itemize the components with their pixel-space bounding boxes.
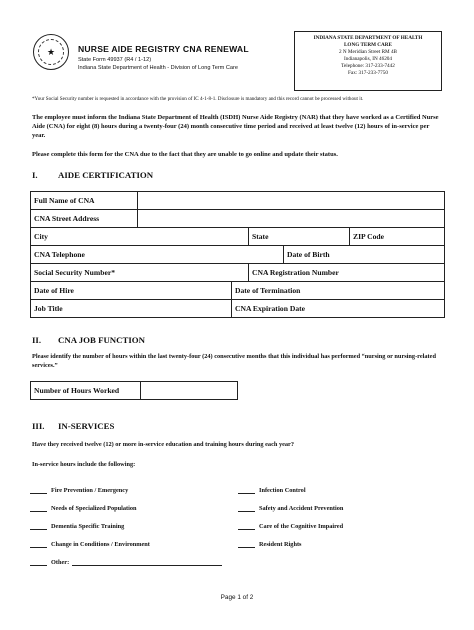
inservice-item-specialized-population[interactable] [30,504,137,512]
checkbox-blank[interactable] [238,522,255,530]
ssn-disclosure-note: *Your Social Security number is requested in accordance with the provision of IC 4-1-8-1. Disclosure is mandatory and this record cannot be processed without it. [32,96,364,102]
telephone-field[interactable] [31,246,284,264]
city-label: City [34,232,48,241]
hire-date-label: Date of Hire [34,286,74,295]
section-1-number: I. [32,170,38,180]
hours-worked-label: Number of Hours Worked [31,382,141,400]
checkbox-blank[interactable] [30,540,47,548]
section-1-title: AIDE CERTIFICATION [58,170,154,180]
table-row [31,300,445,318]
form-title: NURSE AIDE REGISTRY CNA RENEWAL [78,44,249,54]
dob-field[interactable] [284,246,445,264]
expiration-date-field[interactable] [232,300,445,318]
hours-question: Please identify the number of hours within the last twenty-four (24) consecutive months that this individual has performed “nursing or nursing-related services.” [32,353,436,369]
termination-date-field[interactable] [232,282,445,300]
inservice-item-label: Dementia Specific Training [51,523,125,530]
inservice-item-cognitive-impaired[interactable] [238,522,343,530]
intro-paragraph: The employee must inform the Indiana State Department of Health (ISDH) Nurse Aide Registry (NAR) that they have worked as a Certified Nurse Aide (CNA) for eight (8) hours during a twenty-four (24) month consecutive time period and received at least twelve (12) hours of in-service per year. [32,114,439,140]
city-field[interactable] [31,228,249,246]
termination-date-label: Date of Termination [235,286,301,295]
registration-number-field[interactable] [249,264,445,282]
other-input-line[interactable] [72,558,222,566]
state-seal-logo [33,34,69,70]
dept-division: LONG TERM CARE [343,41,393,48]
inservice-item-change-in-conditions[interactable] [30,540,150,548]
table-row [31,264,445,282]
department-address-box [294,31,442,91]
inservice-item-label: Fire Prevention / Emergency [51,487,129,494]
checkbox-blank[interactable] [238,486,255,494]
inservice-item-fire-prevention[interactable] [30,486,128,494]
checkbox-blank[interactable] [30,504,47,512]
inservice-item-resident-rights[interactable] [238,540,302,548]
hire-date-field[interactable] [31,282,232,300]
inservice-item-other[interactable] [30,558,222,566]
table-row [31,382,238,400]
section-3-title: IN-SERVICES [58,421,115,431]
telephone-label: CNA Telephone [34,250,85,259]
table-row [31,282,445,300]
street-address-label: CNA Street Address [31,210,138,228]
inservice-question: Have they received twelve (12) or more in-service education and training hours during each year? [32,441,294,448]
agency-name: Indiana State Department of Health - Division of Long Term Care [78,65,239,71]
checkbox-blank[interactable] [30,558,47,566]
inservice-include-label: In-service hours include the following: [32,461,136,468]
checkbox-blank[interactable] [238,504,255,512]
inservice-item-infection-control[interactable] [238,486,306,494]
other-label: Other: [51,559,70,566]
dept-telephone: Telephone: 317-233-7442 [341,62,395,69]
section-1-heading [32,170,153,180]
checkbox-blank[interactable] [30,522,47,530]
section-2-number: II. [32,335,42,345]
dept-name: INDIANA STATE DEPARTMENT OF HEALTH [313,35,423,41]
inservice-item-label: Resident Rights [259,541,302,548]
street-address-field[interactable] [138,210,445,228]
aide-certification-table [30,191,445,318]
dept-city: Indianapolis, IN 46204 [344,55,392,62]
ssn-label: Social Security Number* [34,268,115,277]
inservice-item-label: Change in Conditions / Environment [51,541,150,548]
full-name-label: Full Name of CNA [31,192,138,210]
checkbox-blank[interactable] [30,486,47,494]
inservice-item-label: Infection Control [259,487,306,494]
table-row [31,246,445,264]
hours-worked-table [30,381,238,400]
instruction-paragraph: Please complete this form for the CNA due to the fact that they are unable to go online and update their status. [32,151,338,158]
zip-label: ZIP Code [353,232,385,241]
zip-field[interactable] [350,228,445,246]
form-number: State Form 49937 (R4 / 1-12) [78,57,152,63]
checkbox-blank[interactable] [238,540,255,548]
section-2-heading [32,335,145,345]
table-row [31,192,445,210]
ssn-field[interactable] [31,264,249,282]
job-title-field[interactable] [31,300,232,318]
table-row [31,210,445,228]
full-name-field[interactable] [138,192,445,210]
inservice-item-safety-accident-prevention[interactable] [238,504,343,512]
page-number: Page 1 of 2 [220,594,254,601]
inservice-item-label: Needs of Specialized Population [51,505,137,512]
inservice-item-label: Care of the Cognitive Impaired [259,523,344,530]
inservice-item-label: Safety and Accident Prevention [259,505,344,512]
section-2-title: CNA JOB FUNCTION [58,335,145,345]
hours-worked-field[interactable] [141,382,238,400]
section-3-number: III. [32,421,45,431]
state-field[interactable] [249,228,350,246]
registration-number-label: CNA Registration Number [252,268,339,277]
expiration-date-label: CNA Expiration Date [235,304,306,313]
inservice-item-dementia-training[interactable] [30,522,124,530]
job-title-label: Job Title [34,304,63,313]
section-3-heading [32,421,114,431]
dob-label: Date of Birth [287,250,330,259]
state-label: State [252,232,269,241]
seal-star-icon: ★ [38,39,64,65]
table-row [31,228,445,246]
dept-street: 2 N Meridian Street RM 4B [338,48,398,55]
dept-fax: Fax: 317-233-7750 [348,69,388,76]
